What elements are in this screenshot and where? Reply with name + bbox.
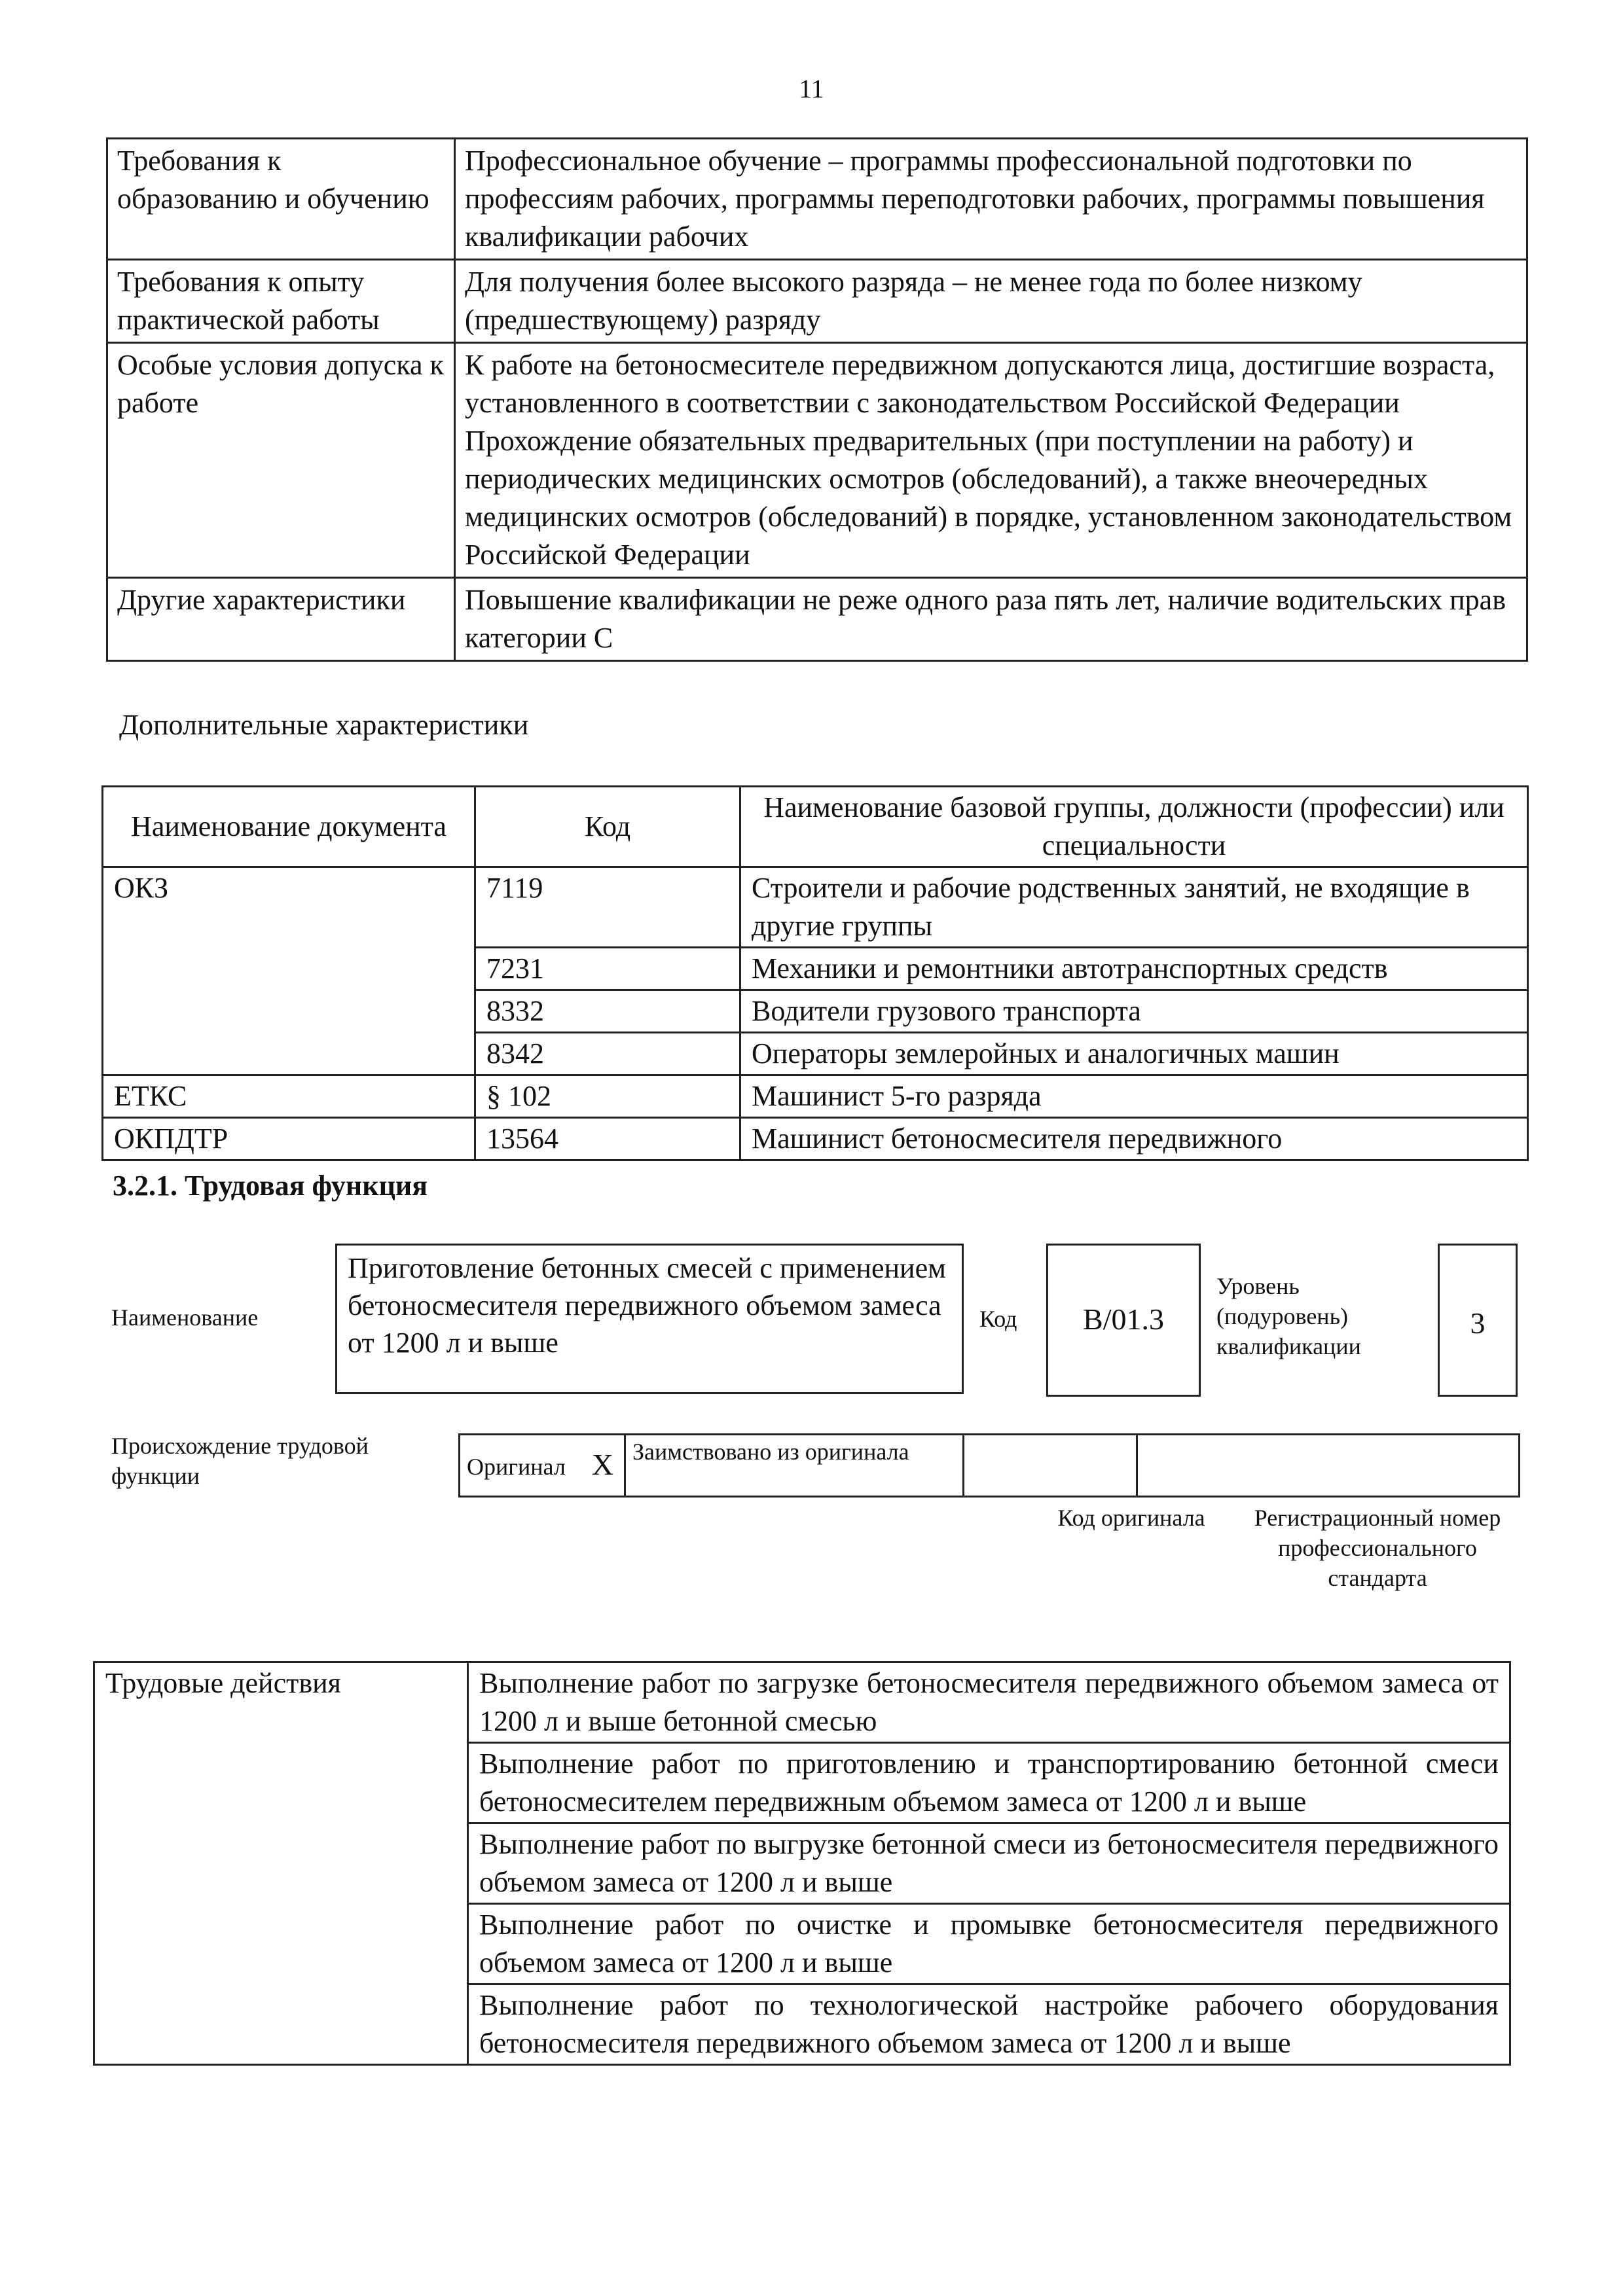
function-name-box: Приготовление бетонных смесей с применением бетоносмесителя передвижного объемом замеса от 1200 л и выше bbox=[335, 1244, 964, 1394]
row-value bbox=[455, 343, 1527, 578]
origin-mark: X bbox=[591, 1447, 614, 1481]
header-doc: Наименование документа bbox=[103, 787, 475, 867]
classifier-table bbox=[101, 785, 1529, 1161]
origin-code-caption: Код оригинала bbox=[1057, 1505, 1205, 1531]
code-label: Код bbox=[979, 1306, 1017, 1332]
origin-code-cell bbox=[964, 1435, 1137, 1497]
origin-original-cell bbox=[460, 1435, 625, 1497]
table-row bbox=[103, 948, 1528, 990]
table-row bbox=[107, 260, 1527, 343]
row-label: Требования к образованию и обучению bbox=[107, 139, 455, 260]
origin-table bbox=[458, 1433, 1520, 1498]
cell-doc: ОКЗ bbox=[103, 867, 475, 948]
table-row bbox=[107, 578, 1527, 661]
cell-code: 7119 bbox=[475, 867, 740, 948]
actions-label: Трудовые действия bbox=[94, 1662, 468, 2065]
cell-name: Водители грузового транспорта bbox=[740, 990, 1528, 1033]
additional-characteristics-title: Дополнительные характеристики bbox=[119, 709, 529, 741]
requirements-table bbox=[106, 137, 1528, 662]
cell-doc bbox=[103, 990, 475, 1033]
cell-name: Механики и ремонтники автотранспортных средств bbox=[740, 948, 1528, 990]
table-row bbox=[107, 139, 1527, 260]
row-value bbox=[455, 139, 1527, 260]
page-number: 11 bbox=[799, 74, 824, 103]
origin-reg-caption: Регистрационный номер профессионального стандарта bbox=[1254, 1505, 1501, 1591]
row-label: Другие характеристики bbox=[107, 578, 455, 661]
origin-borrowed-cell: Заимствовано из оригинала bbox=[625, 1435, 964, 1497]
table-row bbox=[94, 1662, 1510, 1743]
row-text: Профессиональное обучение – программы профессиональной подготовки по профессиям рабочих, программы переподготовки рабочих, программы повышения квалификации рабочих bbox=[465, 145, 1485, 253]
table-row bbox=[103, 1118, 1528, 1160]
table-row bbox=[103, 990, 1528, 1033]
cell-name: Машинист 5-го разряда bbox=[740, 1075, 1528, 1118]
header-name: Наименование базовой группы, должности (профессии) или специальности bbox=[740, 787, 1528, 867]
cell-code: § 102 bbox=[475, 1075, 740, 1118]
table-row bbox=[103, 867, 1528, 948]
action-item: Выполнение работ по очистке и промывке бетоносмесителя передвижного объемом замеса от 1200 л и выше bbox=[468, 1904, 1510, 1984]
cell-code: 8342 bbox=[475, 1033, 740, 1075]
table-row bbox=[103, 1075, 1528, 1118]
action-item: Выполнение работ по технологической настройке рабочего оборудования бетоносмесителя передвижного объемом замеса от 1200 л и выше bbox=[468, 1984, 1510, 2065]
cell-name: Машинист бетоносмесителя передвижного bbox=[740, 1118, 1528, 1160]
row-label: Требования к опыту практической работы bbox=[107, 260, 455, 343]
origin-original-label: Оригинал bbox=[467, 1453, 566, 1480]
level-value-box: 3 bbox=[1438, 1244, 1518, 1397]
row-label: Особые условия допуска к работе bbox=[107, 343, 455, 578]
table-row bbox=[103, 1033, 1528, 1075]
row-text: Для получения более высокого разряда – не менее года по более низкому (предшествующему) разряду bbox=[465, 266, 1362, 336]
labor-actions-table bbox=[93, 1661, 1511, 2066]
origin-label: Происхождение трудовой функции bbox=[111, 1433, 369, 1489]
row-value bbox=[455, 260, 1527, 343]
level-label: Уровень (подуровень) квалификации bbox=[1216, 1273, 1361, 1359]
function-code-box: В/01.3 bbox=[1046, 1244, 1201, 1397]
cell-code: 7231 bbox=[475, 948, 740, 990]
header-code: Код bbox=[475, 787, 740, 867]
action-item: Выполнение работ по выгрузке бетонной смеси из бетоносмесителя передвижного объемом замеса от 1200 л и выше bbox=[468, 1823, 1510, 1904]
action-item: Выполнение работ по приготовлению и транспортированию бетонной смеси бетоносмесителем передвижным объемом замеса от 1200 л и выше bbox=[468, 1743, 1510, 1823]
cell-name: Операторы землеройных и аналогичных машин bbox=[740, 1033, 1528, 1075]
row-text: К работе на бетоносмесителе передвижном допускаются лица, достигшие возраста, установленного в соответствии с законодательством Российской Федерации bbox=[465, 349, 1495, 419]
table-row bbox=[107, 343, 1527, 578]
table-header-row bbox=[103, 787, 1528, 867]
action-item: Выполнение работ по загрузке бетоносмесителя передвижного объемом замеса от 1200 л и выше бетонной смесью bbox=[468, 1662, 1510, 1743]
cell-code: 8332 bbox=[475, 990, 740, 1033]
origin-reg-cell bbox=[1137, 1435, 1520, 1497]
cell-code: 13564 bbox=[475, 1118, 740, 1160]
table-row bbox=[460, 1435, 1520, 1497]
cell-doc: ЕТКС bbox=[103, 1075, 475, 1118]
cell-doc bbox=[103, 1033, 475, 1075]
row-value bbox=[455, 578, 1527, 661]
cell-doc bbox=[103, 948, 475, 990]
cell-name: Строители и рабочие родственных занятий, не входящие в другие группы bbox=[740, 867, 1528, 948]
row-text: Повышение квалификации не реже одного раза пять лет, наличие водительских прав категории С bbox=[465, 584, 1506, 654]
cell-doc: ОКПДТР bbox=[103, 1118, 475, 1160]
name-label: Наименование bbox=[111, 1304, 259, 1331]
section-title: 3.2.1. Трудовая функция bbox=[113, 1170, 428, 1202]
row-text: Прохождение обязательных предварительных (при поступлении на работу) и периодических медицинских осмотров (обследований), а также внеочередных медицинских осмотров (обследований) в порядке, установленном законодательством Российской Федерации bbox=[465, 425, 1512, 571]
